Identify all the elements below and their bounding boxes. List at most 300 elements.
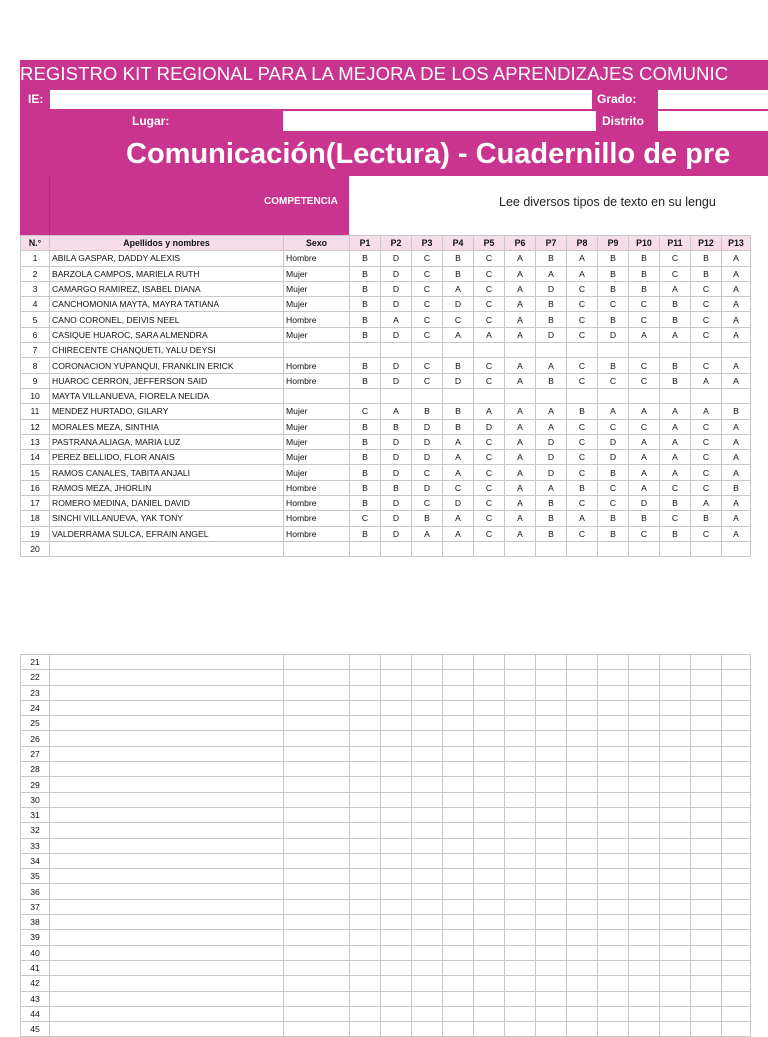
answer-cell[interactable]: B (660, 496, 691, 511)
empty-cell[interactable] (536, 1006, 567, 1021)
empty-cell[interactable] (722, 945, 751, 960)
answer-cell[interactable]: C (660, 511, 691, 526)
empty-cell[interactable] (598, 960, 629, 975)
empty-cell[interactable] (381, 869, 412, 884)
empty-cell[interactable] (536, 807, 567, 822)
answer-cell[interactable]: D (381, 251, 412, 266)
answer-cell[interactable]: A (381, 404, 412, 419)
student-name[interactable]: MENDEZ HURTADO, GILARY (50, 404, 284, 419)
answer-cell[interactable]: B (660, 312, 691, 327)
answer-cell[interactable]: C (691, 434, 722, 449)
answer-cell[interactable]: A (629, 465, 660, 480)
answer-cell[interactable]: B (443, 419, 474, 434)
answer-cell[interactable]: A (505, 327, 536, 342)
empty-cell[interactable] (474, 685, 505, 700)
answer-cell[interactable]: D (474, 419, 505, 434)
empty-cell[interactable] (598, 792, 629, 807)
answer-cell[interactable]: D (536, 434, 567, 449)
empty-cell[interactable] (505, 655, 536, 670)
empty-cell[interactable] (50, 655, 284, 670)
answer-cell[interactable]: C (412, 251, 443, 266)
answer-cell[interactable]: A (691, 373, 722, 388)
student-sex[interactable]: Hombre (284, 480, 350, 495)
empty-cell[interactable] (412, 700, 443, 715)
answer-cell[interactable]: A (474, 404, 505, 419)
answer-cell[interactable]: D (381, 526, 412, 541)
answer-cell[interactable] (474, 388, 505, 403)
empty-cell[interactable] (722, 700, 751, 715)
empty-cell[interactable] (629, 915, 660, 930)
empty-cell[interactable] (505, 716, 536, 731)
empty-cell[interactable] (598, 807, 629, 822)
empty-cell[interactable] (722, 1006, 751, 1021)
empty-cell[interactable] (443, 731, 474, 746)
answer-cell[interactable]: B (660, 297, 691, 312)
answer-cell[interactable] (629, 343, 660, 358)
answer-cell[interactable]: C (412, 373, 443, 388)
empty-cell[interactable] (536, 685, 567, 700)
answer-cell[interactable]: C (567, 281, 598, 296)
student-name[interactable]: SINCHI VILLANUEVA, YAK TONY (50, 511, 284, 526)
empty-cell[interactable] (412, 838, 443, 853)
answer-cell[interactable]: C (474, 251, 505, 266)
answer-cell[interactable]: B (443, 266, 474, 281)
empty-cell[interactable] (660, 930, 691, 945)
empty-cell[interactable] (284, 853, 350, 868)
empty-cell[interactable] (505, 807, 536, 822)
answer-cell[interactable]: C (691, 450, 722, 465)
empty-cell[interactable] (474, 884, 505, 899)
empty-cell[interactable] (350, 792, 381, 807)
empty-cell[interactable] (381, 930, 412, 945)
empty-cell[interactable] (660, 792, 691, 807)
empty-cell[interactable] (350, 746, 381, 761)
student-sex[interactable]: Mujer (284, 404, 350, 419)
empty-cell[interactable] (505, 670, 536, 685)
empty-cell[interactable] (660, 1006, 691, 1021)
answer-cell[interactable]: C (474, 281, 505, 296)
empty-cell[interactable] (567, 716, 598, 731)
answer-cell[interactable]: B (350, 480, 381, 495)
empty-cell[interactable] (412, 930, 443, 945)
answer-cell[interactable]: A (505, 404, 536, 419)
answer-cell[interactable]: A (598, 404, 629, 419)
answer-cell[interactable] (505, 541, 536, 556)
empty-cell[interactable] (660, 884, 691, 899)
answer-cell[interactable] (691, 343, 722, 358)
empty-cell[interactable] (505, 930, 536, 945)
empty-cell[interactable] (412, 777, 443, 792)
student-name[interactable] (50, 541, 284, 556)
answer-cell[interactable]: B (443, 358, 474, 373)
empty-cell[interactable] (284, 823, 350, 838)
answer-cell[interactable]: A (722, 496, 751, 511)
answer-cell[interactable]: A (505, 465, 536, 480)
empty-cell[interactable] (722, 838, 751, 853)
answer-cell[interactable] (598, 343, 629, 358)
empty-cell[interactable] (443, 838, 474, 853)
student-sex[interactable]: Mujer (284, 465, 350, 480)
answer-cell[interactable]: B (350, 297, 381, 312)
empty-cell[interactable] (443, 991, 474, 1006)
empty-cell[interactable] (284, 838, 350, 853)
answer-cell[interactable] (381, 343, 412, 358)
answer-cell[interactable]: B (660, 373, 691, 388)
student-sex[interactable]: Mujer (284, 297, 350, 312)
answer-cell[interactable]: C (598, 480, 629, 495)
answer-cell[interactable]: C (598, 496, 629, 511)
empty-cell[interactable] (350, 1006, 381, 1021)
empty-cell[interactable] (412, 869, 443, 884)
answer-cell[interactable]: B (598, 526, 629, 541)
empty-cell[interactable] (691, 685, 722, 700)
empty-cell[interactable] (474, 731, 505, 746)
empty-cell[interactable] (505, 838, 536, 853)
empty-cell[interactable] (443, 777, 474, 792)
empty-cell[interactable] (284, 670, 350, 685)
empty-cell[interactable] (722, 915, 751, 930)
answer-cell[interactable]: C (567, 358, 598, 373)
answer-cell[interactable]: D (598, 434, 629, 449)
empty-cell[interactable] (381, 991, 412, 1006)
empty-cell[interactable] (629, 930, 660, 945)
empty-cell[interactable] (598, 853, 629, 868)
answer-cell[interactable]: D (381, 358, 412, 373)
empty-cell[interactable] (660, 746, 691, 761)
empty-cell[interactable] (598, 930, 629, 945)
empty-cell[interactable] (629, 838, 660, 853)
empty-cell[interactable] (629, 746, 660, 761)
empty-cell[interactable] (443, 853, 474, 868)
answer-cell[interactable]: A (505, 373, 536, 388)
empty-cell[interactable] (381, 1006, 412, 1021)
empty-cell[interactable] (50, 685, 284, 700)
empty-cell[interactable] (629, 655, 660, 670)
answer-cell[interactable]: A (629, 327, 660, 342)
empty-cell[interactable] (50, 731, 284, 746)
empty-cell[interactable] (691, 731, 722, 746)
empty-cell[interactable] (660, 869, 691, 884)
answer-cell[interactable]: C (412, 297, 443, 312)
empty-cell[interactable] (567, 655, 598, 670)
answer-cell[interactable] (567, 388, 598, 403)
empty-cell[interactable] (660, 655, 691, 670)
empty-cell[interactable] (284, 700, 350, 715)
empty-cell[interactable] (50, 884, 284, 899)
answer-cell[interactable]: B (691, 251, 722, 266)
answer-cell[interactable]: D (598, 450, 629, 465)
answer-cell[interactable]: C (350, 404, 381, 419)
empty-cell[interactable] (722, 685, 751, 700)
answer-cell[interactable]: C (691, 419, 722, 434)
student-sex[interactable]: Mujer (284, 281, 350, 296)
empty-cell[interactable] (284, 960, 350, 975)
empty-cell[interactable] (598, 838, 629, 853)
empty-cell[interactable] (536, 930, 567, 945)
answer-cell[interactable]: C (412, 327, 443, 342)
answer-cell[interactable]: D (381, 297, 412, 312)
empty-cell[interactable] (567, 869, 598, 884)
empty-cell[interactable] (722, 807, 751, 822)
empty-cell[interactable] (629, 731, 660, 746)
empty-cell[interactable] (567, 670, 598, 685)
empty-cell[interactable] (350, 915, 381, 930)
answer-cell[interactable]: D (536, 465, 567, 480)
empty-cell[interactable] (381, 853, 412, 868)
answer-cell[interactable]: B (629, 511, 660, 526)
empty-cell[interactable] (691, 899, 722, 914)
answer-cell[interactable]: B (350, 281, 381, 296)
answer-cell[interactable]: A (443, 434, 474, 449)
answer-cell[interactable] (722, 388, 751, 403)
answer-cell[interactable] (722, 343, 751, 358)
empty-cell[interactable] (691, 777, 722, 792)
student-sex[interactable]: Mujer (284, 266, 350, 281)
answer-cell[interactable]: C (691, 358, 722, 373)
answer-cell[interactable] (412, 541, 443, 556)
answer-cell[interactable]: A (722, 312, 751, 327)
empty-cell[interactable] (50, 930, 284, 945)
answer-cell[interactable] (474, 343, 505, 358)
answer-cell[interactable] (567, 343, 598, 358)
student-sex[interactable] (284, 388, 350, 403)
student-name[interactable]: CHIRECENTE CHANQUETI, YALU DEYSI (50, 343, 284, 358)
answer-cell[interactable]: C (567, 419, 598, 434)
answer-cell[interactable]: B (536, 373, 567, 388)
answer-cell[interactable]: C (598, 297, 629, 312)
empty-cell[interactable] (474, 807, 505, 822)
empty-cell[interactable] (381, 976, 412, 991)
empty-cell[interactable] (598, 884, 629, 899)
empty-cell[interactable] (691, 792, 722, 807)
empty-cell[interactable] (412, 731, 443, 746)
answer-cell[interactable]: C (567, 312, 598, 327)
empty-cell[interactable] (598, 731, 629, 746)
student-sex[interactable] (284, 541, 350, 556)
empty-cell[interactable] (629, 976, 660, 991)
empty-cell[interactable] (474, 960, 505, 975)
student-name[interactable]: ABILA GASPAR, DADDY ALEXIS (50, 251, 284, 266)
answer-cell[interactable]: B (350, 419, 381, 434)
answer-cell[interactable]: A (722, 526, 751, 541)
empty-cell[interactable] (629, 807, 660, 822)
answer-cell[interactable]: A (443, 526, 474, 541)
empty-cell[interactable] (474, 670, 505, 685)
student-sex[interactable]: Hombre (284, 526, 350, 541)
answer-cell[interactable]: B (722, 480, 751, 495)
empty-cell[interactable] (412, 807, 443, 822)
answer-cell[interactable]: B (350, 496, 381, 511)
answer-cell[interactable] (629, 388, 660, 403)
empty-cell[interactable] (284, 869, 350, 884)
answer-cell[interactable]: B (350, 450, 381, 465)
answer-cell[interactable]: C (567, 465, 598, 480)
empty-cell[interactable] (567, 685, 598, 700)
empty-cell[interactable] (722, 670, 751, 685)
empty-cell[interactable] (474, 700, 505, 715)
student-sex[interactable]: Hombre (284, 373, 350, 388)
empty-cell[interactable] (381, 685, 412, 700)
answer-cell[interactable]: A (536, 480, 567, 495)
empty-cell[interactable] (567, 930, 598, 945)
answer-cell[interactable]: A (629, 450, 660, 465)
empty-cell[interactable] (629, 700, 660, 715)
empty-cell[interactable] (505, 777, 536, 792)
empty-cell[interactable] (350, 853, 381, 868)
empty-cell[interactable] (350, 685, 381, 700)
empty-cell[interactable] (350, 899, 381, 914)
answer-cell[interactable]: D (536, 281, 567, 296)
empty-cell[interactable] (350, 762, 381, 777)
student-name[interactable]: CASIQUE HUAROC, SARA ALMENDRA (50, 327, 284, 342)
answer-cell[interactable] (443, 541, 474, 556)
empty-cell[interactable] (474, 716, 505, 731)
empty-cell[interactable] (284, 746, 350, 761)
empty-cell[interactable] (412, 899, 443, 914)
answer-cell[interactable]: B (567, 480, 598, 495)
answer-cell[interactable] (350, 343, 381, 358)
answer-cell[interactable]: B (443, 251, 474, 266)
empty-cell[interactable] (691, 1006, 722, 1021)
answer-cell[interactable]: D (536, 450, 567, 465)
empty-cell[interactable] (598, 823, 629, 838)
empty-cell[interactable] (350, 777, 381, 792)
answer-cell[interactable]: A (722, 358, 751, 373)
empty-cell[interactable] (443, 700, 474, 715)
answer-cell[interactable]: C (474, 526, 505, 541)
empty-cell[interactable] (629, 899, 660, 914)
answer-cell[interactable]: B (350, 251, 381, 266)
empty-cell[interactable] (629, 869, 660, 884)
answer-cell[interactable]: A (505, 358, 536, 373)
empty-cell[interactable] (474, 991, 505, 1006)
answer-cell[interactable]: A (660, 434, 691, 449)
empty-cell[interactable] (505, 685, 536, 700)
answer-cell[interactable]: C (691, 526, 722, 541)
empty-cell[interactable] (505, 869, 536, 884)
answer-cell[interactable]: A (660, 281, 691, 296)
empty-cell[interactable] (536, 823, 567, 838)
empty-cell[interactable] (722, 716, 751, 731)
empty-cell[interactable] (284, 945, 350, 960)
empty-cell[interactable] (284, 685, 350, 700)
answer-cell[interactable]: A (567, 511, 598, 526)
empty-cell[interactable] (660, 823, 691, 838)
empty-cell[interactable] (350, 700, 381, 715)
empty-cell[interactable] (381, 655, 412, 670)
student-name[interactable]: BARZOLA CAMPOS, MARIELA RUTH (50, 266, 284, 281)
empty-cell[interactable] (722, 884, 751, 899)
answer-cell[interactable] (629, 541, 660, 556)
answer-cell[interactable]: A (381, 312, 412, 327)
empty-cell[interactable] (722, 991, 751, 1006)
answer-cell[interactable]: C (567, 526, 598, 541)
answer-cell[interactable]: B (536, 251, 567, 266)
empty-cell[interactable] (284, 716, 350, 731)
answer-cell[interactable]: C (567, 327, 598, 342)
answer-cell[interactable]: B (629, 251, 660, 266)
empty-cell[interactable] (660, 960, 691, 975)
distrito-field[interactable] (658, 111, 768, 131)
empty-cell[interactable] (505, 700, 536, 715)
empty-cell[interactable] (381, 670, 412, 685)
answer-cell[interactable]: A (660, 419, 691, 434)
empty-cell[interactable] (350, 991, 381, 1006)
empty-cell[interactable] (381, 884, 412, 899)
empty-cell[interactable] (50, 899, 284, 914)
answer-cell[interactable] (350, 541, 381, 556)
answer-cell[interactable]: B (660, 526, 691, 541)
empty-cell[interactable] (412, 685, 443, 700)
answer-cell[interactable]: C (412, 465, 443, 480)
answer-cell[interactable]: D (443, 297, 474, 312)
empty-cell[interactable] (381, 762, 412, 777)
empty-cell[interactable] (629, 884, 660, 899)
empty-cell[interactable] (722, 655, 751, 670)
answer-cell[interactable]: C (598, 373, 629, 388)
empty-cell[interactable] (284, 792, 350, 807)
empty-cell[interactable] (505, 746, 536, 761)
answer-cell[interactable]: A (443, 450, 474, 465)
answer-cell[interactable]: A (629, 404, 660, 419)
answer-cell[interactable]: A (505, 450, 536, 465)
empty-cell[interactable] (412, 823, 443, 838)
empty-cell[interactable] (629, 762, 660, 777)
empty-cell[interactable] (629, 792, 660, 807)
empty-cell[interactable] (629, 777, 660, 792)
answer-cell[interactable]: B (443, 404, 474, 419)
answer-cell[interactable] (412, 343, 443, 358)
empty-cell[interactable] (598, 915, 629, 930)
empty-cell[interactable] (443, 746, 474, 761)
answer-cell[interactable]: D (629, 496, 660, 511)
answer-cell[interactable]: A (722, 251, 751, 266)
answer-cell[interactable]: C (474, 266, 505, 281)
empty-cell[interactable] (505, 884, 536, 899)
empty-cell[interactable] (505, 915, 536, 930)
empty-cell[interactable] (660, 915, 691, 930)
grado-field[interactable] (658, 90, 768, 109)
empty-cell[interactable] (691, 930, 722, 945)
answer-cell[interactable] (505, 343, 536, 358)
answer-cell[interactable]: C (629, 419, 660, 434)
answer-cell[interactable]: B (350, 373, 381, 388)
empty-cell[interactable] (50, 853, 284, 868)
student-name[interactable]: PASTRANA ALIAGA, MARIA LUZ (50, 434, 284, 449)
answer-cell[interactable]: C (567, 496, 598, 511)
empty-cell[interactable] (50, 838, 284, 853)
empty-cell[interactable] (412, 945, 443, 960)
empty-cell[interactable] (536, 655, 567, 670)
student-name[interactable]: CAMARGO RAMIREZ, ISABEL DIANA (50, 281, 284, 296)
empty-cell[interactable] (381, 746, 412, 761)
answer-cell[interactable]: A (505, 511, 536, 526)
answer-cell[interactable]: C (474, 496, 505, 511)
answer-cell[interactable]: C (412, 281, 443, 296)
empty-cell[interactable] (50, 700, 284, 715)
empty-cell[interactable] (284, 655, 350, 670)
empty-cell[interactable] (350, 884, 381, 899)
empty-cell[interactable] (350, 945, 381, 960)
empty-cell[interactable] (691, 991, 722, 1006)
empty-cell[interactable] (50, 746, 284, 761)
empty-cell[interactable] (443, 869, 474, 884)
empty-cell[interactable] (722, 746, 751, 761)
answer-cell[interactable]: B (350, 465, 381, 480)
student-sex[interactable] (284, 343, 350, 358)
answer-cell[interactable]: B (660, 358, 691, 373)
empty-cell[interactable] (567, 899, 598, 914)
